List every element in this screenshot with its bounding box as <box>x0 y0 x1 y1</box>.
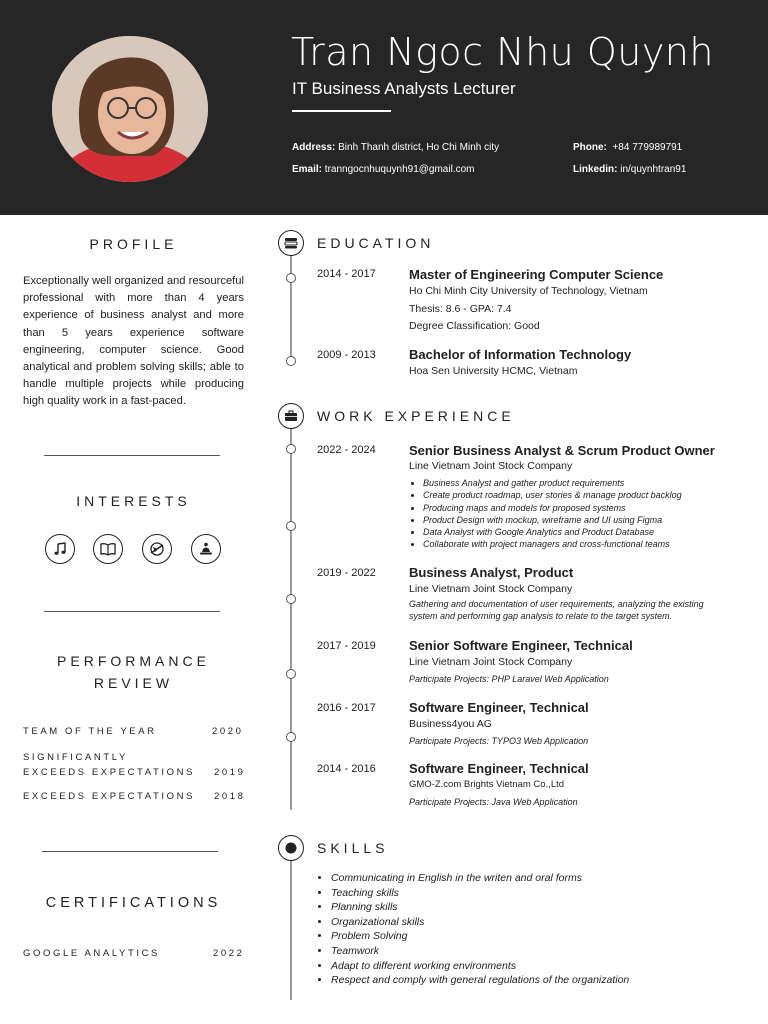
header <box>0 0 768 215</box>
address-label: Address: <box>292 142 336 153</box>
divider <box>42 851 218 852</box>
education-timeline <box>290 255 292 365</box>
work-description: Gathering and documentation of user requirements, analyzing the existing <box>409 599 704 609</box>
interests-heading: INTERESTS <box>76 493 191 509</box>
timeline-node <box>286 356 296 366</box>
work-timeline <box>290 428 292 810</box>
work-date: 2022 - 2024 <box>317 444 376 456</box>
skills-icon <box>278 835 304 861</box>
work-company: Line Vietnam Joint Stock Company <box>409 460 573 472</box>
performance-heading-line1: PERFORMANCE <box>57 653 210 669</box>
award-label: TEAM OF THE YEAR <box>23 726 157 737</box>
work-role: Senior Software Engineer, Technical <box>409 638 633 653</box>
work-role: Software Engineer, Technical <box>409 700 589 715</box>
performance-heading <box>23 650 244 694</box>
list-item: • Producing maps and models for proposed systems <box>423 502 682 514</box>
meditation-icon <box>191 534 221 564</box>
work-company: Line Vietnam Joint Stock Company <box>409 656 573 668</box>
education-classification: Degree Classification: Good <box>409 320 540 332</box>
list-item: • Data Analyst with Google Analytics and Product Database <box>423 526 682 538</box>
cert-label: GOOGLE ANALYTICS <box>23 948 160 959</box>
award-year: 2020 <box>212 726 244 737</box>
email-label: Email: <box>292 164 323 175</box>
profile-text: Exceptionally well organized and resourceful professional with more than 4 years experience of business analyst and more than 5 years experience software engineering, computer science. Good analytical and problem solving skills; able to handle multiple projects while producing high quality work in a fast-paced. <box>23 275 244 408</box>
book-icon <box>93 534 123 564</box>
timeline-node <box>286 594 296 604</box>
work-role: Senior Business Analyst & Scrum Product Owner <box>409 443 715 458</box>
performance-heading-line2: REVIEW <box>93 675 174 691</box>
award-label: EXCEEDS EXPECTATIONS <box>23 791 196 802</box>
education-school: Ho Chi Minh City University of Technology, Vietnam <box>409 285 648 297</box>
job-title: IT Business Analysts Lecturer <box>292 79 516 98</box>
skills-heading: SKILLS <box>317 840 389 856</box>
list-item: • Create product roadmap, user stories & manage product backlog <box>423 489 682 501</box>
music-icon <box>45 534 75 564</box>
phone-line <box>573 142 682 153</box>
address-value: Binh Thanh district, Ho Chi Minh city <box>338 142 500 153</box>
work-date: 2017 - 2019 <box>317 640 376 652</box>
work-company: GMO-Z.com Brights Vietnam Co.,Ltd <box>409 779 565 790</box>
timeline-node <box>286 669 296 679</box>
timeline-node <box>286 732 296 742</box>
cert-year: 2022 <box>213 948 245 959</box>
education-degree: Master of Engineering Computer Science <box>409 267 664 282</box>
profile-heading: PROFILE <box>89 236 178 252</box>
work-heading: WORK EXPERIENCE <box>317 408 515 424</box>
education-degree: Bachelor of Information Technology <box>409 347 632 362</box>
work-date: 2016 - 2017 <box>317 702 376 714</box>
education-school: Hoa Sen University HCMC, Vietnam <box>409 365 578 377</box>
list-item: • Product Design with mockup, wireframe and UI using Figma <box>423 514 682 526</box>
profile-photo <box>52 36 208 182</box>
work-role: Software Engineer, Technical <box>409 761 589 776</box>
work-date: 2014 - 2016 <box>317 763 376 775</box>
work-description: Participate Projects: PHP Laravel Web Application <box>409 674 609 684</box>
email-value[interactable]: tranngocnhuquynh91@gmail.com <box>324 164 475 175</box>
travel-icon <box>142 534 172 564</box>
work-company: Business4you AG <box>409 718 492 730</box>
work-description: system and performing gap analysis to relate to the target system. <box>409 611 673 621</box>
phone-label: Phone: <box>573 142 607 153</box>
work-date: 2019 - 2022 <box>317 567 376 579</box>
timeline-node <box>286 444 296 454</box>
divider <box>44 611 220 612</box>
briefcase-icon <box>278 403 304 429</box>
email-line <box>292 164 474 175</box>
certifications-heading: CERTIFICATIONS <box>45 895 222 911</box>
education-date: 2009 - 2013 <box>317 349 376 361</box>
award-year: 2018 <box>214 791 246 802</box>
candidate-name: Tran Ngoc Nhu Quynh <box>291 30 714 74</box>
list-item: • Respect and comply with general regulations of the organization <box>331 973 629 988</box>
skills-list <box>317 871 629 988</box>
linkedin-line <box>573 164 686 175</box>
skills-timeline <box>290 860 292 1000</box>
work-description: Participate Projects: TYPO3 Web Application <box>409 736 589 746</box>
divider <box>44 455 220 456</box>
timeline-node <box>286 521 296 531</box>
award-year: 2019 <box>214 767 246 778</box>
list-item: • Teaching skills <box>331 886 629 901</box>
award-label: EXCEEDS EXPECTATIONS <box>23 767 196 778</box>
linkedin-label: Linkedin: <box>573 164 618 175</box>
list-item: • Organizational skills <box>331 915 629 930</box>
title-underline <box>292 110 391 112</box>
list-item: • Adapt to different working environments <box>331 959 629 974</box>
phone-value: +84 779989791 <box>612 142 683 153</box>
linkedin-value[interactable]: in/quynhtran91 <box>620 164 687 175</box>
work-bullets <box>409 477 682 551</box>
education-heading: EDUCATION <box>317 235 435 251</box>
list-item: • Business Analyst and gather product requirements <box>423 477 682 489</box>
timeline-node <box>286 273 296 283</box>
education-icon <box>278 230 304 256</box>
address-line <box>292 142 499 153</box>
list-item: • Collaborate with project managers and cross-functional teams <box>423 538 682 550</box>
list-item: • Teamwork <box>331 944 629 959</box>
work-company: Line Vietnam Joint Stock Company <box>409 583 573 595</box>
award-label: SIGNIFICANTLY <box>23 752 128 763</box>
work-role: Business Analyst, Product <box>409 565 574 580</box>
education-thesis: Thesis: 8.6 - GPA: 7.4 <box>409 303 512 315</box>
list-item: • Problem Solving <box>331 929 629 944</box>
list-item: • Planning skills <box>331 900 629 915</box>
list-item: • Communicating in English in the writen and oral forms <box>331 871 629 886</box>
work-description: Participate Projects: Java Web Application <box>409 797 578 807</box>
education-date: 2014 - 2017 <box>317 268 376 280</box>
